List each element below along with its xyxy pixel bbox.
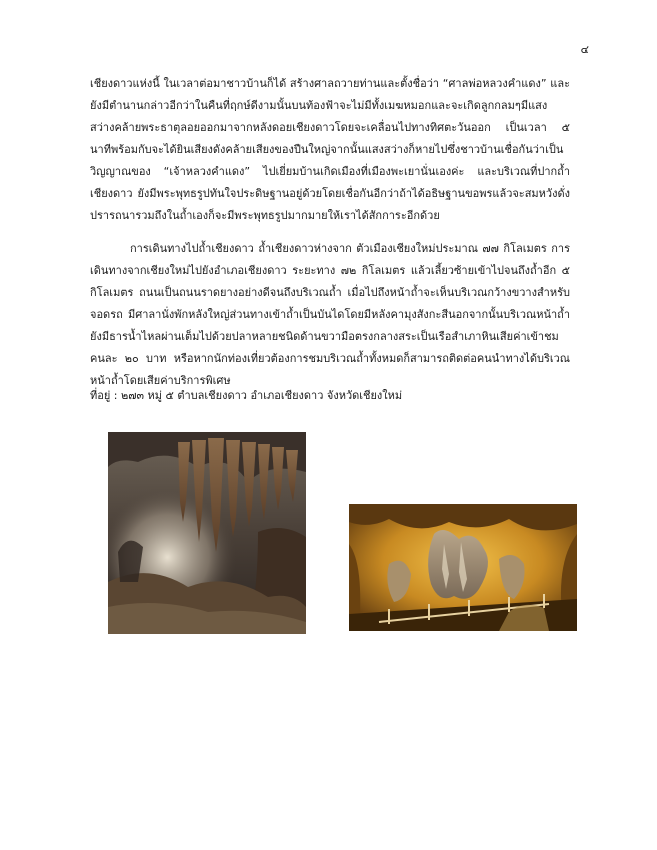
page-number: ๔ bbox=[580, 43, 589, 56]
cave-photo-stalactites bbox=[108, 432, 306, 634]
cave-photo-illuminated bbox=[349, 504, 577, 631]
paragraph-legend: เชียงดาวแห่งนี้ ในเวลาต่อมาชาวบ้านก็ได้ สร้างศาลถวายท่านและตั้งชื่อว่า “ศาลพ่อหลวงคำแดง” และยังมีตำนานกล่าวอีกว่าในคืนที่ฤกษ์ดีงามนั้นบนท้องฟ้าจะไม่มีทั้งเมฆหมอกและจะเกิดลูกกลมๆมีแสงสว่างคล้ายพระธาตุลอยออกมาจากหลังดอยเชียงดาวโดยจะเคลื่อนไปทางทิศตะวันออก เป็นเวลา ๕ นาทีพร้อมกับจะได้ยินเสียงดังคล้ายเสียงของปืนใหญ่จากนั้นแสงสว่างก็หายไปซึ่งชาวบ้านเชื่อกันว่าเป็นวิญญาณของ “เจ้าหลวงคำแดง” ไปเยี่ยมบ้านเกิดเมืองที่เมืองพะเยานั่นเองค่ะ และบริเวณที่ปากถ้ำเชียงดาว ยังมีพระพุทธรูปทันใจประดิษฐานอยู่ด้วยโดยเชื่อกันอีกว่าถ้าได้อธิษฐานขอพรแล้วจะสมหวังดั่งปรารถนารวมถึงในถ้ำเองก็จะมีพระพุทธรูปมากมายให้เราได้สักการะอีกด้วย bbox=[90, 77, 570, 222]
paragraph-travel bbox=[90, 238, 570, 392]
paragraph-travel-text: การเดินทางไปถ้ำเชียงดาว ถ้ำเชียงดาวห่างจาก ตัวเมืองเชียงใหม่ประมาณ ๗๗ กิโลเมตร การเดินทางจากเชียงใหม่ไปยังอำเภอเชียงดาว ระยะทาง ๗๒ กิโลเมตร แล้วเลี้ยวซ้ายเข้าไปจนถึงถ้ำอีก ๕ กิโลเมตร ถนนเป็นถนนราดยางอย่างดีจนถึงบริเวณถ้ำ เมื่อไปถึงหน้าถ้ำจะเห็นบริเวณกว้างขวางสำหรับจอดรถ มีศาลานั่งพักหลังใหญ่ส่วนทางเข้าถ้ำเป็นบันไดโดยมีหลังคามุงสังกะสีนอกจากนั้นบริเวณหน้าถ้ำยังมีธารน้ำไหลผ่านเต็มไปด้วยปลาหลายชนิดด้านขวามือตรงกลางสระเป็นเรือสำเภาหินเสียค่าเข้าชมคนละ ๒๐ บาท หรือหากนักท่องเที่ยวต้องการชมบริเวณถ้ำทั้งหมดก็สามารถติดต่อคนนำทางได้บริเวณหน้าถ้ำโดยเสียค่าบริการพิเศษ bbox=[90, 242, 570, 387]
cave-stalactite-image bbox=[108, 432, 306, 634]
cave-lit-image bbox=[349, 504, 577, 631]
address-line: ที่อยู่ : ๒๗๓ หมู่ ๕ ตำบลเชียงดาว อำเภอเชียงดาว จังหวัดเชียงใหม่ bbox=[90, 389, 403, 402]
